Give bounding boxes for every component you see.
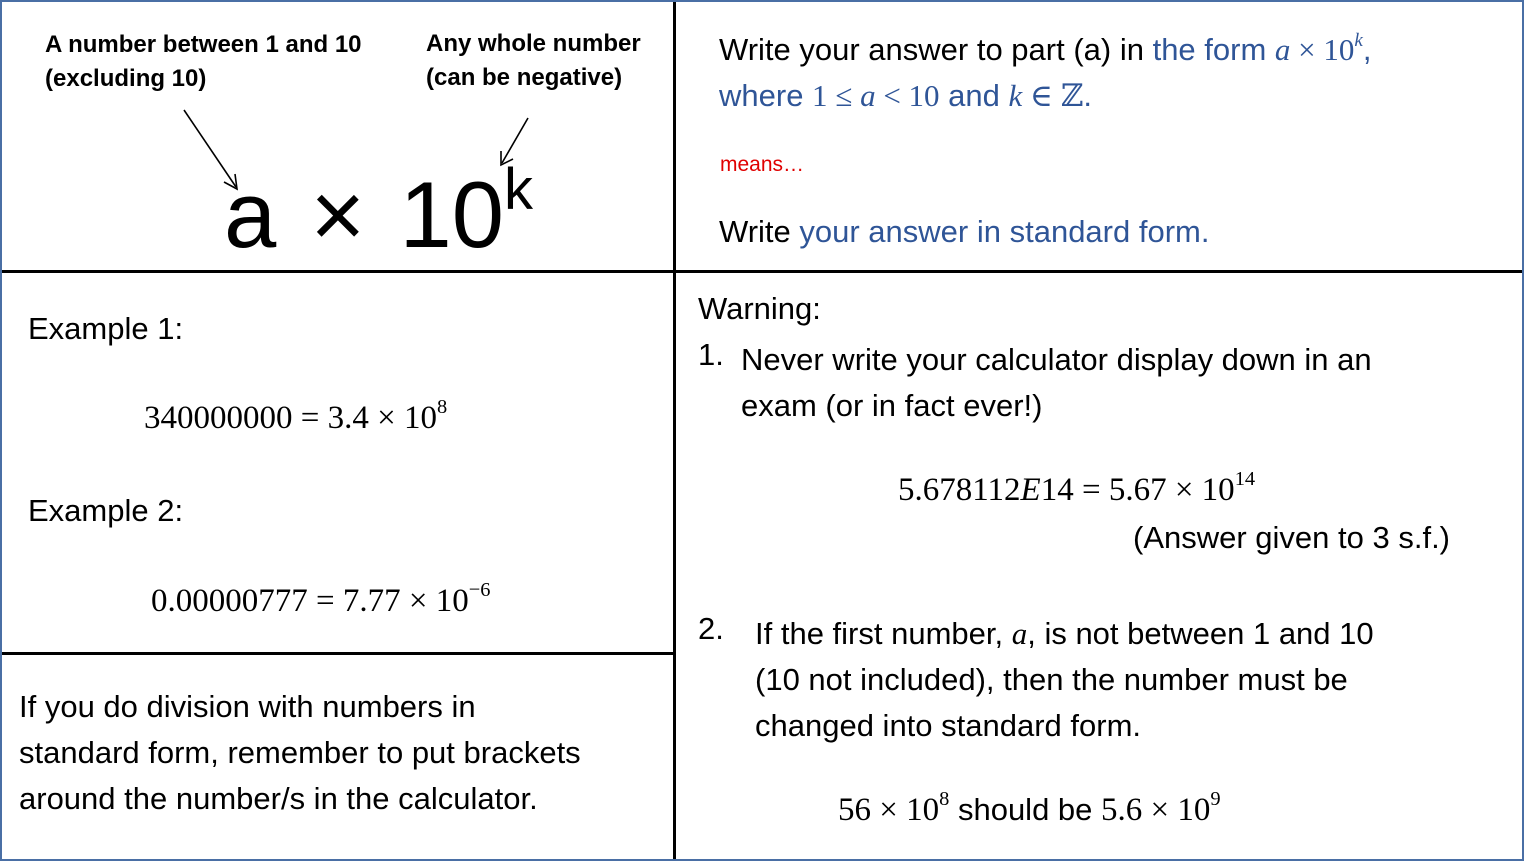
division-tip: If you do division with numbers in standard form, remember to put brackets around the number/s in the calculator.: [19, 689, 581, 816]
formula-a: a: [224, 162, 277, 267]
means-label: means…: [720, 153, 805, 176]
warning-title: Warning:: [698, 291, 821, 326]
standard-form-rewrite: Write your answer in standard form.: [719, 214, 1210, 249]
formula-exponent: k: [504, 157, 533, 222]
example-2-label: Example 2:: [28, 493, 184, 528]
warning-item-2-text: If the first number, a, is not between 1 and 10 (10 not included), then the number must be changed into standard form.: [755, 616, 1374, 743]
standard-form-formula: [224, 157, 533, 283]
formula-base: 10: [399, 162, 504, 267]
conversion-example: $56 \times 10^8$ should be $5.6 \times 10^9$: [838, 787, 1221, 828]
example-2-equation: $0.00000777 = 7.77 \times 10^{-6}$: [151, 578, 491, 619]
example-1-label: Example 1:: [28, 311, 184, 346]
warning-item-2-number: 2.: [698, 611, 724, 646]
label-a-description: A number between 1 and 10 (excluding 10): [45, 31, 362, 92]
question-line-1: Write your answer to part (a) in the form $a \times 10^k$,: [719, 29, 1372, 67]
sig-fig-note: (Answer given to 3 s.f.): [1133, 520, 1451, 555]
example-1-equation: $340000000 = 3.4 \times 10^8$: [144, 395, 448, 436]
calculator-display-equation: $5.678112E14 = 5.67 \times 10^{14}$: [898, 467, 1256, 508]
warning-item-1-text: Never write your calculator display down in an exam (or in fact ever!): [741, 342, 1372, 423]
warning-item-1-number: 1.: [698, 337, 724, 372]
label-k-description: Any whole number (can be negative): [426, 30, 641, 91]
question-line-2: where 1 ≤ a < 10 and k ∈ ℤ.: [719, 78, 1092, 113]
formula-times: ×: [310, 162, 366, 267]
